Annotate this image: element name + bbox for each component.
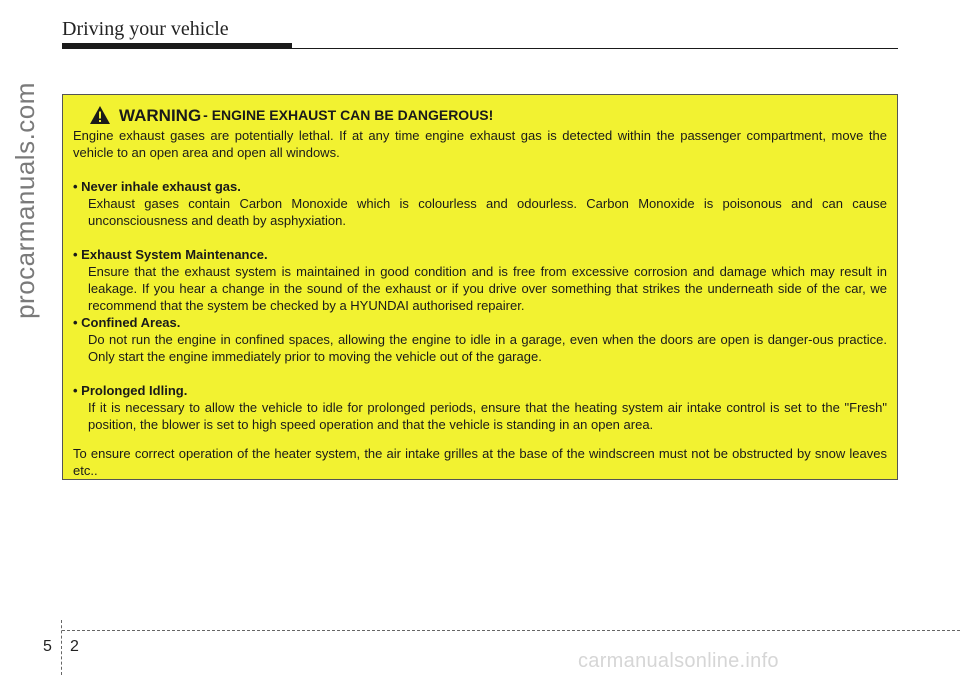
spacer [73, 229, 887, 246]
warning-triangle-icon [89, 105, 111, 125]
item-body: Exhaust gases contain Carbon Monoxide which is colourless and odourless. Carbon Monoxide is poisonous and can cause unconsciousness and death by asphyxiation. [88, 196, 887, 228]
header-rule-thick [62, 43, 292, 49]
warning-closing: To ensure correct operation of the heater system, the air intake grilles at the base of the windscreen must not be obstructed by snow leaves etc.. [73, 446, 887, 478]
warning-label: WARNING [119, 105, 202, 125]
section-title: Driving your vehicle [62, 18, 229, 40]
warning-subtitle: - ENGINE EXHAUST CAN BE DANGEROUS! [203, 106, 494, 123]
spacer [73, 161, 887, 178]
side-watermark-text: procarmanuals.com [9, 81, 40, 319]
spacer [73, 365, 887, 382]
chapter-number: 5 [43, 638, 52, 655]
item-title: • Exhaust System Maintenance. [73, 247, 268, 262]
item-body: Ensure that the exhaust system is maintained in good condition and is free from excessive corrosion and damage which may result in leakage. If you hear a change in the sound of the exhaust or if you drive over something that strikes the underneath side of the car, we recommend that the system be checked by a HYUNDAI authorised repairer. [88, 264, 887, 313]
item-title: • Prolonged Idling. [73, 383, 188, 398]
item-body: Do not run the engine in confined spaces, allowing the engine to idle in a garage, even when the doors are open is danger-ous practice. Only start the engine immediately prior to moving the vehicle out of the garage. [88, 332, 887, 364]
item-body: If it is necessary to allow the vehicle to idle for prolonged periods, ensure that the heating system air intake control is set to the "Fresh" position, the blower is set to high speed operation and that the vehicle is standing in an open area. [88, 400, 887, 432]
item-title: • Confined Areas. [73, 315, 181, 330]
warning-box [62, 94, 898, 480]
warning-intro: Engine exhaust gases are potentially lethal. If at any time engine exhaust gas is detected within the passenger compartment, move the vehicle to an open area and open all windows. [73, 128, 887, 160]
spacer [73, 433, 887, 445]
footer-divider [62, 630, 960, 631]
warning-heading [73, 103, 887, 127]
page-number-divider [61, 620, 62, 675]
footer-watermark: carmanualsonline.info [578, 650, 779, 672]
side-watermark [2, 40, 48, 360]
page-number: 2 [70, 638, 79, 655]
header-rule-thin [292, 48, 898, 49]
item-title: • Never inhale exhaust gas. [73, 179, 241, 194]
